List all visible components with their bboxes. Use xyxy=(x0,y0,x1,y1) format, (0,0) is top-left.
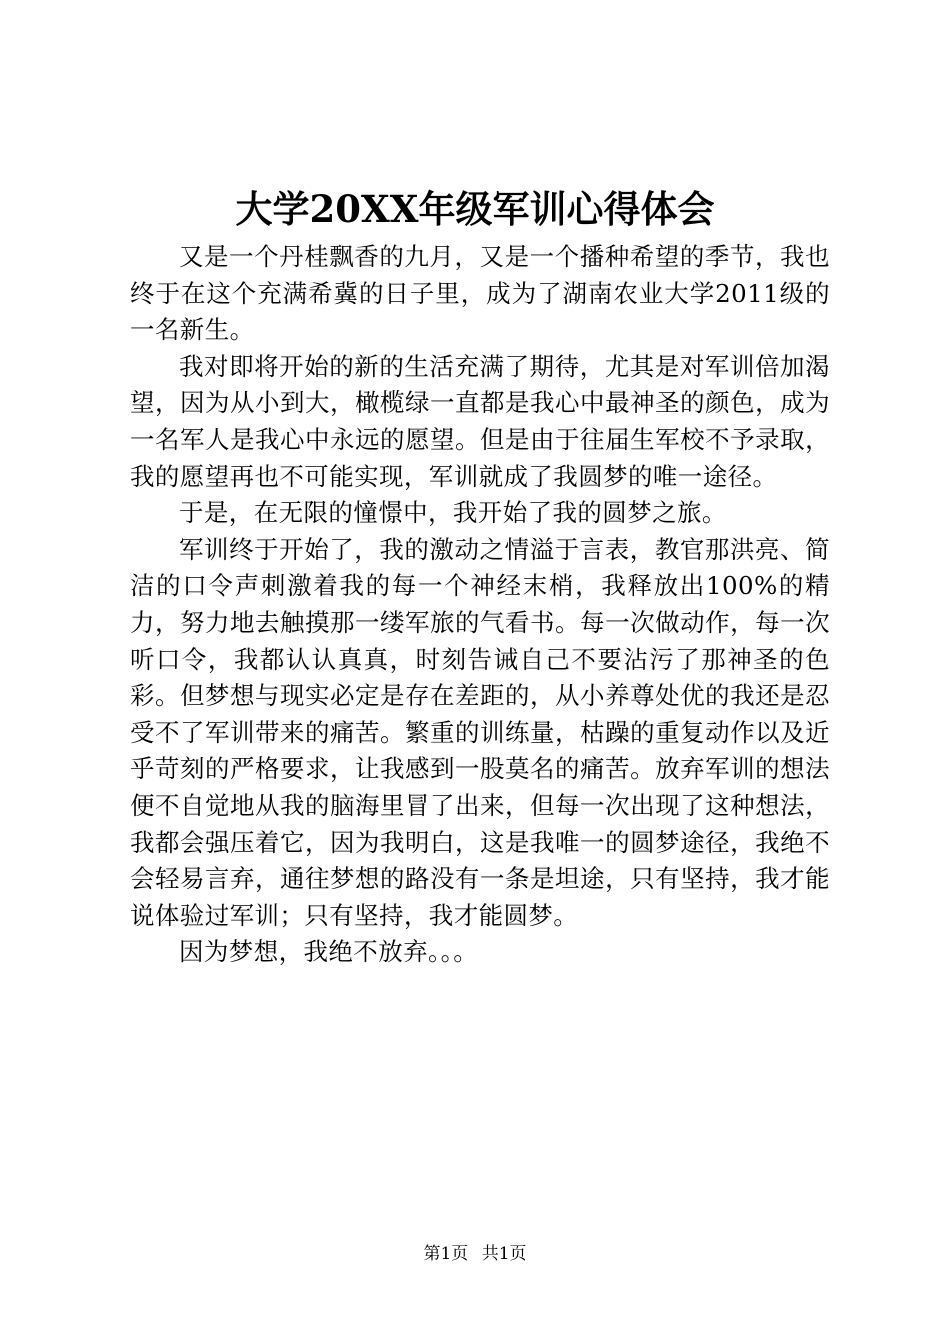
paragraph-5: 因为梦想，我绝不放弃。。。 xyxy=(179,937,479,967)
page-footer xyxy=(0,1242,950,1266)
page-total: 共1页 xyxy=(481,1244,527,1264)
paragraph-2: 我对即将开始的新的生活充满了期待，尤其是对军训倍加渴望，因为从小到大，橄榄绿一直都是我心中最神圣的颜色，成为一名军人是我心中永远的愿望。但是由于往届生军校不予录取，我的愿望再也不可能实现，军训就成了我圆梦的唯一途径。 xyxy=(130,351,830,491)
paragraph-4: 军训终于开始了，我的激动之情溢于言表，教官那洪亮、简洁的口令声刺激着我的每一个神经末梢，我释放出100%的精力，努力地去触摸那一缕军旅的气看书。每一次做动作，每一次听口令，我都认认真真，时刻告诫自己不要沾污了那神圣的色彩。但梦想与现实必定是存在差距的，从小养尊处优的我还是忍受不了军训带来的痛苦。繁重的训练量，枯躁的重复动作以及近乎苛刻的严格要求，让我感到一股莫名的痛苦。放弃军训的想法便不自觉地从我的脑海里冒了出来，但每一次出现了这种想法，我都会强压着它，因为我明白，这是我唯一的圆梦途径，我绝不会轻易言弃，通往梦想的路没有一条是坦途，只有坚持，我才能说体验过军训；只有坚持，我才能圆梦。 xyxy=(130,534,830,930)
document-title: 大学20XX年级军训心得体会 xyxy=(235,187,715,231)
paragraph-1: 又是一个丹桂飘香的九月，又是一个播种希望的季节，我也终于在这个充满希冀的日子里，成为了湖南农业大学2011级的一名新生。 xyxy=(130,242,830,345)
page-number: 第1页 xyxy=(423,1244,469,1264)
document-body xyxy=(130,239,830,971)
paragraph-3: 于是，在无限的憧憬中，我开始了我的圆梦之旅。 xyxy=(179,498,727,528)
